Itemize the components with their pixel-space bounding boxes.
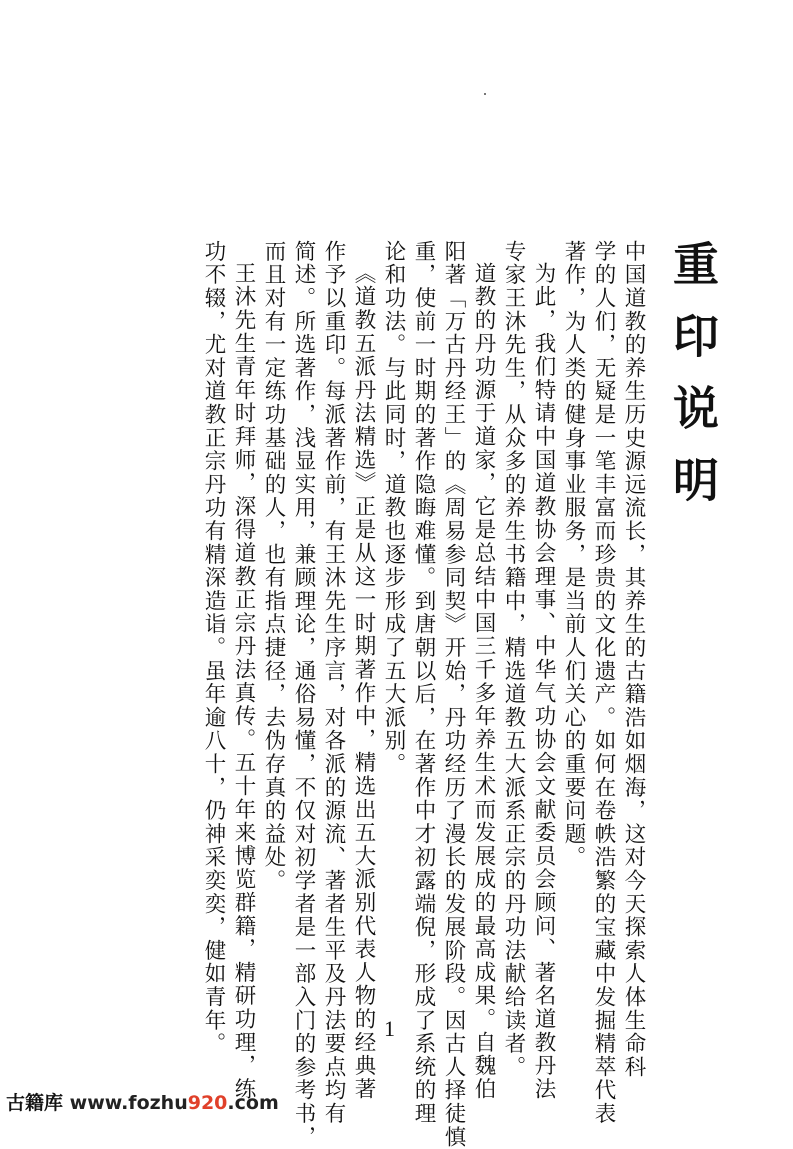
text-column-14: 王沐先生青年时拜师，深得道教正宗丹法真传。五十年来博览群籍，精研功理，练: [231, 262, 256, 1101]
text-column-7: 阳著「万古丹经王」的《周易参同契》开始，丹功经历了漫长的发展阶段。因古人择徒慎: [441, 240, 466, 1149]
text-column-12: 简述。所选著作，浅显实用，兼顾理论，通俗易懂，不仅对初学者是一部入门的参考书，: [291, 240, 316, 1149]
body-text: [190, 240, 650, 1149]
text-column-5: 专家王沐先生，从众多的养生书籍中，精选道教五大派系正宗的丹功法献给读者。: [501, 240, 526, 1079]
text-column-15: 功不辍，尤对道教正宗丹功有精深造诣。虽年逾八十，仍神采奕奕，健如青年。: [201, 240, 226, 1056]
text-column-9: 论和功法。与此同时，道教也逐步形成了五大派别。: [381, 240, 406, 776]
scan-speck: [484, 93, 486, 95]
text-column-3: 著作，为人类的健身事业服务，是当前人们关心的重要问题。: [561, 240, 586, 870]
text-column-1: 中国道教的养生历史源远流长，其养生的古籍浩如烟海，这对今天探索人体生命科: [621, 240, 646, 1079]
text-column-2: 学的人们，无疑是一笔丰富而珍贵的文化遗产。如何在卷帙浩繁的宝藏中发掘精萃代表: [591, 240, 616, 1126]
text-column-8: 重，使前一时期的著作隐晦难懂。到唐朝以后，在著作中才初露端倪，形成了系统的理: [411, 240, 436, 1126]
page-title: 重印说明: [666, 240, 720, 528]
watermark-site-name: 古籍库: [6, 1092, 64, 1114]
watermark-url[interactable]: www.fozhu920.com: [69, 1092, 279, 1114]
text-column-10: 《道教五派丹法精选》正是从这一时期著作中，精选出五大派别代表人物的经典著: [351, 262, 376, 1101]
text-column-13: 而且对有一定练功基础的人，也有指点捷径，去伪存真的益处。: [261, 240, 286, 893]
page-number: 1: [384, 1016, 395, 1041]
text-column-11: 作予以重印。每派著作前，有王沐先生序言，对各派的源流、著者生平及丹法要点均有: [321, 240, 346, 1126]
text-column-4: 为此，我们特请中国道教协会理事、中华气功协会文献委员会顾问、著名道教丹法: [531, 262, 556, 1101]
text-column-6: 道教的丹功源于道家，它是总结中国三千多年养生术而发展成的最高成果。自魏伯: [471, 262, 496, 1101]
watermark[interactable]: [6, 1088, 279, 1115]
